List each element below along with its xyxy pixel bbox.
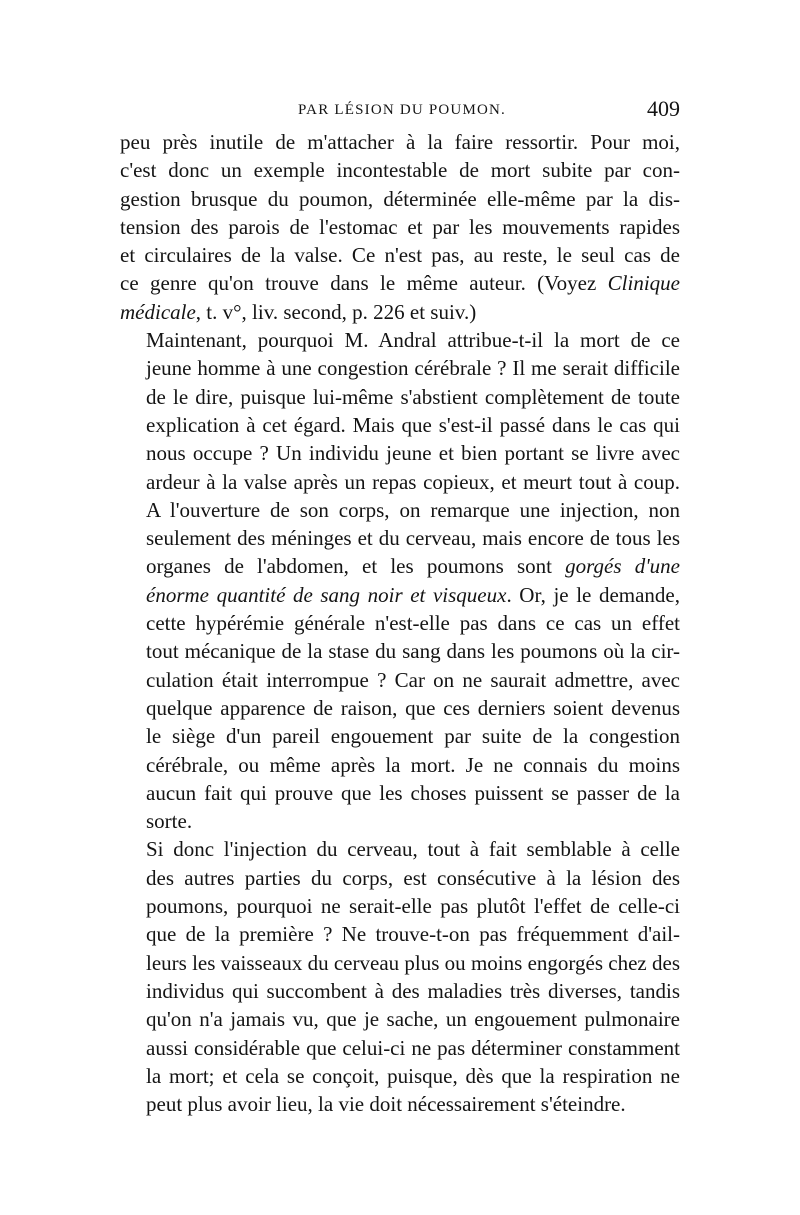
paragraph xyxy=(120,326,680,835)
text-line: quelque apparence de raison, que ces derniers soient devenus xyxy=(146,695,680,720)
text-line: gestion brusque du poumon, déterminée elle-même par la dis- xyxy=(120,186,680,211)
text-line: aucun fait qui prouve que les choses puissent se passer de la xyxy=(146,780,680,805)
text-line: organes de l'abdomen, et les poumons sont gorgés d'une xyxy=(146,554,680,579)
body-text xyxy=(120,128,680,1118)
text-line: la mort; et cela se conçoit, puisque, dès que la respiration ne xyxy=(146,1063,680,1088)
text-line: ardeur à la valse après un repas copieux, et meurt tout à coup. xyxy=(146,469,680,494)
text-line: aussi considérable que celui-ci ne pas déterminer constamment xyxy=(146,1035,680,1060)
text-line: cérébrale, ou même après la mort. Je ne connais du moins xyxy=(146,752,680,777)
text-line: c'est donc un exemple incontestable de mort subite par con- xyxy=(120,158,680,183)
text-line: jeune homme à une congestion cérébrale ? Il me serait difficile xyxy=(146,356,680,381)
text-line: qu'on n'a jamais vu, que je sache, un engouement pulmonaire xyxy=(146,1007,680,1032)
text-line: énorme quantité de sang noir et visqueux. Or, je le demande, xyxy=(146,582,680,607)
text-line: sorte. xyxy=(146,809,193,834)
text-line: et circulaires de la valse. Ce n'est pas, au reste, le seul cas de xyxy=(120,243,680,268)
text-line: poumons, pourquoi ne serait-elle pas plutôt l'effet de celle-ci xyxy=(146,894,680,919)
text-line: ce genre qu'on trouve dans le même auteur. (Voyez Clinique xyxy=(120,271,680,296)
text-line: le siège d'un pareil engouement par suite de la congestion xyxy=(146,724,680,749)
text-line: culation était interrompue ? Car on ne saurait admettre, avec xyxy=(146,667,680,692)
page-number: 409 xyxy=(647,96,680,121)
text-line: médicale, t. v°, liv. second, p. 226 et suiv.) xyxy=(120,299,477,324)
text-line: Si donc l'injection du cerveau, tout à fait semblable à celle xyxy=(146,837,680,862)
text-line: individus qui succombent à des maladies très diverses, tandis xyxy=(146,978,680,1003)
text-line: de le dire, puisque lui-même s'abstient complètement de toute xyxy=(146,384,680,409)
paragraph xyxy=(120,835,680,1118)
running-head: PAR LÉSION DU POUMON. xyxy=(298,102,507,118)
text-line: des autres parties du corps, est consécutive à la lésion des xyxy=(146,865,680,890)
text-line: explication à cet égard. Mais que s'est-il passé dans le cas qui xyxy=(146,412,680,437)
text-line: Maintenant, pourquoi M. Andral attribue-t-il la mort de ce xyxy=(146,328,680,353)
text-line: peu près inutile de m'attacher à la faire ressortir. Pour moi, xyxy=(120,130,680,154)
page-header xyxy=(120,96,680,128)
text-line: tout mécanique de la stase du sang dans les poumons où la cir- xyxy=(146,639,680,664)
text-line: seulement des méninges et du cerveau, mais encore de tous les xyxy=(146,526,680,551)
text-line: nous occupe ? Un individu jeune et bien portant se livre avec xyxy=(146,441,680,466)
text-line: A l'ouverture de son corps, on remarque une injection, non xyxy=(146,497,680,522)
book-page xyxy=(120,96,680,1117)
text-line: peut plus avoir lieu, la vie doit nécessairement s'éteindre. xyxy=(146,1092,626,1117)
text-line: cette hypérémie générale n'est-elle pas dans ce cas un effet xyxy=(146,611,680,636)
text-line: tension des parois de l'estomac et par les mouvements rapides xyxy=(120,214,680,239)
paragraph xyxy=(120,128,680,326)
text-line: que de la première ? Ne trouve-t-on pas fréquemment d'ail- xyxy=(146,922,680,947)
text-line: leurs les vaisseaux du cerveau plus ou moins engorgés chez des xyxy=(146,950,680,975)
